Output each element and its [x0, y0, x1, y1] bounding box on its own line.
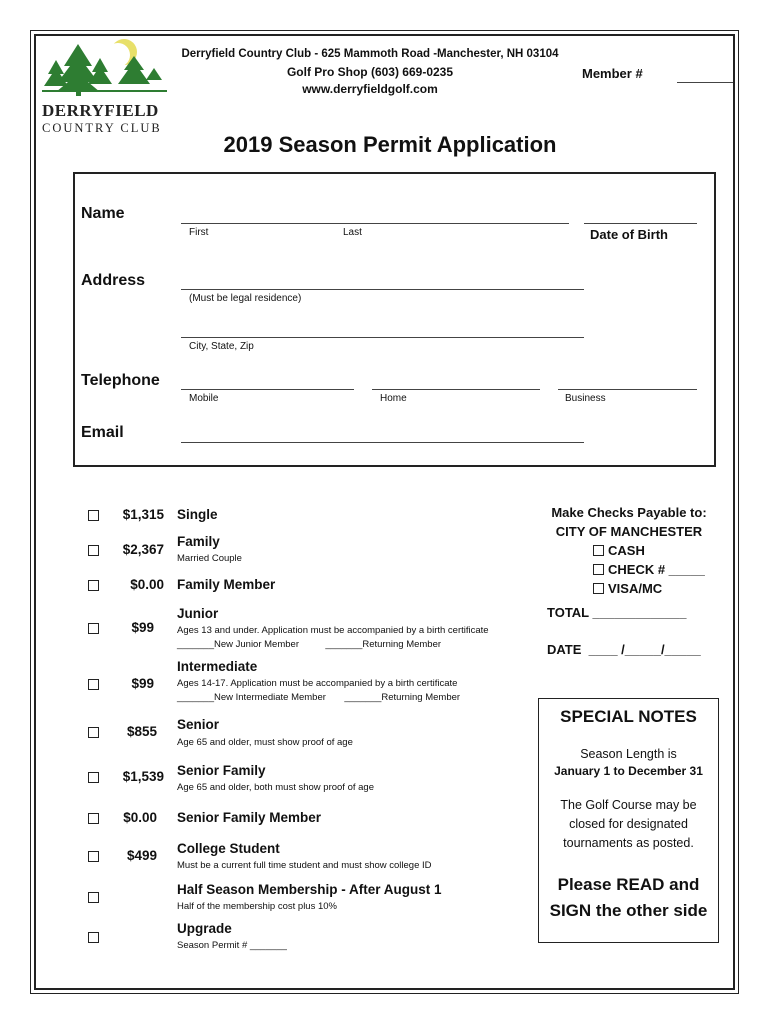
membership-title: Half Season Membership - After August 1 — [177, 882, 442, 897]
home-phone-field[interactable] — [372, 389, 540, 390]
email-field[interactable] — [181, 442, 584, 443]
membership-description: Ages 13 and under. Application must be accompanied by a birth certificate — [177, 625, 489, 636]
membership-title: Senior Family — [177, 763, 266, 778]
membership-price: $0.00 — [130, 577, 164, 592]
business-phone-field[interactable] — [558, 389, 697, 390]
page-title: 2019 Season Permit Application — [223, 132, 557, 157]
total-field[interactable]: TOTAL _____________ — [547, 605, 687, 620]
check-label: CHECK # _____ — [608, 562, 705, 577]
member-number-label: Member # — [582, 66, 643, 81]
applicant-info-box — [73, 172, 716, 467]
membership-title: Single — [177, 507, 218, 522]
membership-price: $855 — [126, 724, 157, 739]
closure-note-line: closed for designated — [569, 817, 688, 831]
logo-title: DERRYFIELD — [42, 101, 159, 120]
address-label: Address — [81, 272, 146, 289]
pine-trees-logo-icon — [42, 38, 170, 98]
business-caption: Business — [565, 393, 606, 404]
membership-title: Senior Family Member — [177, 810, 322, 825]
closure-note-line: tournaments as posted. — [563, 836, 694, 850]
visa-checkbox-icon[interactable] — [593, 583, 604, 594]
membership-price: $0.00 — [123, 810, 157, 825]
website-link[interactable]: www.derryfieldgolf.com — [302, 82, 438, 96]
last-name-caption: Last — [343, 227, 362, 238]
membership-checkbox[interactable] — [88, 892, 99, 903]
membership-description: Age 65 and older, must show proof of age — [177, 737, 353, 748]
payment-cash-option[interactable] — [593, 543, 645, 558]
membership-checkbox[interactable] — [88, 932, 99, 943]
membership-title: Junior — [177, 606, 219, 621]
address-hint: (Must be legal residence) — [189, 293, 302, 304]
club-logo — [42, 38, 170, 133]
membership-description: Age 65 and older, both must show proof of age — [177, 782, 374, 793]
read-sign-note: SIGN the other side — [549, 901, 708, 920]
address-street-field[interactable] — [181, 289, 584, 290]
address-city-field[interactable] — [181, 337, 584, 338]
membership-price: $99 — [131, 676, 154, 691]
cash-checkbox-icon[interactable] — [593, 545, 604, 556]
name-field[interactable] — [181, 223, 569, 224]
club-address: Derryfield Country Club - 625 Mammoth Road -Manchester, NH 03104 — [181, 48, 559, 60]
logo-subtitle: COUNTRY CLUB — [42, 121, 162, 135]
date-of-birth-field[interactable] — [584, 223, 697, 224]
date-field[interactable]: DATE ____ /_____/_____ — [547, 642, 701, 657]
payable-heading: Make Checks Payable to: — [551, 505, 707, 520]
name-label: Name — [81, 205, 125, 222]
cash-label: CASH — [608, 543, 645, 558]
membership-title: Family — [177, 534, 220, 549]
check-checkbox-icon[interactable] — [593, 564, 604, 575]
city-state-zip-caption: City, State, Zip — [189, 341, 254, 352]
membership-description: Half of the membership cost plus 10% — [177, 901, 337, 912]
membership-checkbox[interactable] — [88, 510, 99, 521]
read-sign-note: Please READ and — [557, 875, 700, 894]
mobile-phone-field[interactable] — [181, 389, 354, 390]
home-caption: Home — [380, 393, 407, 404]
pro-shop-phone: Golf Pro Shop (603) 669-0235 — [286, 65, 454, 79]
membership-checkbox[interactable] — [88, 580, 99, 591]
junior-member-type-blanks[interactable]: _______New Junior Member _______Returning Member — [177, 639, 442, 650]
membership-price: $499 — [126, 848, 157, 863]
closure-note-line: The Golf Course may be — [560, 798, 697, 812]
membership-title: Upgrade — [177, 921, 232, 936]
membership-price: $1,539 — [122, 769, 164, 784]
email-label: Email — [81, 424, 124, 441]
telephone-label: Telephone — [81, 372, 160, 389]
intermediate-member-type-blanks[interactable]: _______New Intermediate Member _______Returning Member — [177, 692, 461, 703]
membership-checkbox[interactable] — [88, 545, 99, 556]
first-name-caption: First — [189, 227, 209, 238]
membership-description: Ages 14-17. Application must be accompanied by a birth certificate — [177, 678, 458, 689]
season-length-dates: January 1 to December 31 — [554, 764, 703, 778]
payment-visa-option[interactable] — [593, 581, 662, 596]
membership-price: $99 — [131, 620, 154, 635]
membership-checkbox[interactable] — [88, 772, 99, 783]
membership-price: $1,315 — [122, 507, 164, 522]
membership-title: Family Member — [177, 577, 276, 592]
membership-title: College Student — [177, 841, 280, 856]
payee-name: CITY OF MANCHESTER — [555, 524, 703, 539]
special-notes-heading: SPECIAL NOTES — [560, 707, 697, 726]
membership-title: Senior — [177, 717, 220, 732]
membership-description: Married Couple — [177, 553, 242, 564]
member-number-field[interactable] — [677, 82, 733, 83]
payment-check-option[interactable] — [593, 562, 705, 577]
upgrade-permit-number[interactable]: Season Permit # _______ — [177, 940, 287, 951]
visa-label: VISA/MC — [608, 581, 663, 596]
season-length-label: Season Length is — [580, 747, 677, 761]
special-notes-box — [538, 698, 719, 943]
mobile-caption: Mobile — [189, 393, 219, 404]
membership-title: Intermediate — [177, 659, 258, 674]
membership-description: Must be a current full time student and must show college ID — [177, 860, 432, 871]
membership-price: $2,367 — [122, 542, 164, 557]
date-of-birth-label: Date of Birth — [590, 227, 668, 242]
